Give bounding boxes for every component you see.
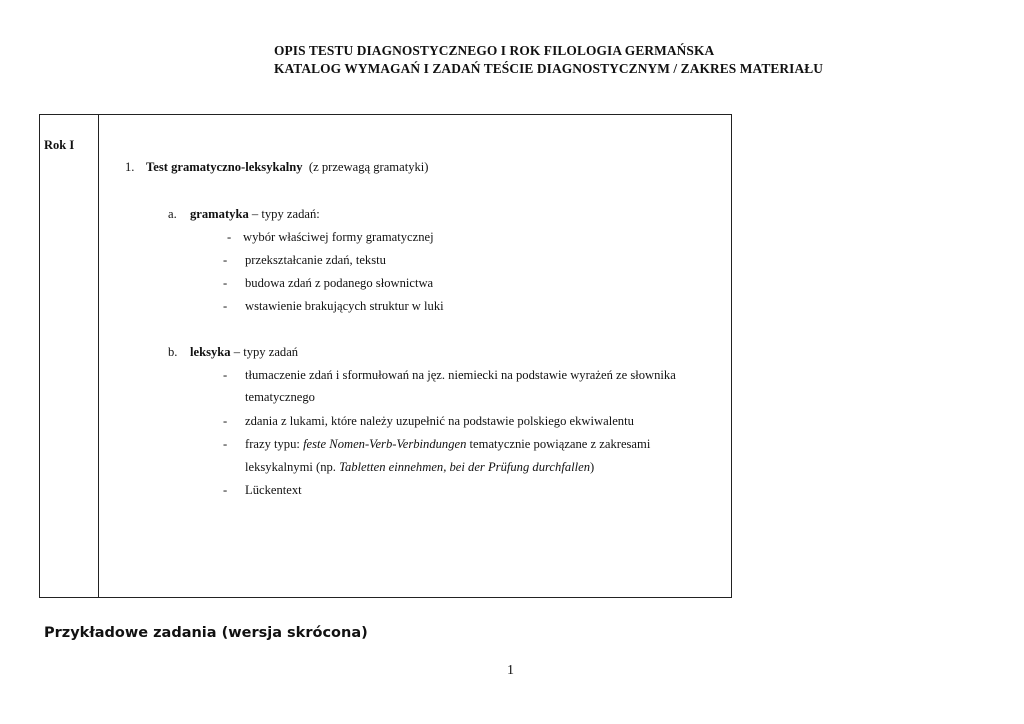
table-column-divider bbox=[98, 114, 99, 598]
section-b-suffix: – typy zadań bbox=[233, 345, 299, 359]
section-b-letter: b. bbox=[168, 345, 178, 359]
section-a-suffix: – typy zadań: bbox=[251, 207, 320, 221]
document-title-line-1: OPIS TESTU DIAGNOSTYCZNEGO I ROK FILOLOGIA GERMAŃSKA bbox=[274, 43, 715, 58]
section-heading: Przykładowe zadania (wersja skrócona) bbox=[44, 625, 368, 641]
item-text: ) bbox=[590, 460, 595, 474]
list-item: budowa zdań z podanego słownictwa bbox=[245, 276, 434, 290]
section-1-heading bbox=[146, 160, 428, 175]
list-item: zdania z lukami, które należy uzupełnić na podstawie polskiego ekwiwalentu bbox=[245, 414, 634, 428]
list-item: wstawienie brakujących struktur w luki bbox=[245, 299, 444, 313]
list-item-dash: - bbox=[227, 230, 232, 244]
section-1-note: (z przewagą gramatyki) bbox=[308, 160, 429, 174]
list-item-dash: - bbox=[223, 299, 228, 313]
list-item-dash: - bbox=[223, 437, 228, 451]
document-title-line-2: KATALOG WYMAGAŃ I ZADAŃ TEŚCIE DIAGNOSTYCZNYM / ZAKRES MATERIAŁU bbox=[274, 61, 824, 76]
list-item-dash: - bbox=[223, 276, 228, 290]
requirements-table bbox=[39, 114, 732, 598]
page-number: 1 bbox=[507, 663, 514, 678]
list-item-continuation bbox=[245, 460, 594, 475]
item-text: frazy typu: bbox=[245, 437, 304, 451]
list-item-dash: - bbox=[223, 483, 228, 497]
list-item: przekształcanie zdań, tekstu bbox=[245, 253, 386, 267]
section-a-title: gramatyka bbox=[190, 207, 249, 221]
section-1-title: Test gramatyczno-leksykalny bbox=[146, 160, 303, 174]
list-item bbox=[245, 437, 650, 452]
section-b-heading bbox=[190, 345, 298, 360]
list-item-continuation: tematycznego bbox=[245, 390, 315, 404]
list-item-dash: - bbox=[223, 414, 228, 428]
section-a-letter: a. bbox=[168, 207, 177, 221]
list-item-dash: - bbox=[223, 368, 228, 382]
section-a-heading bbox=[190, 207, 320, 222]
item-text: leksykalnymi (np. bbox=[245, 460, 340, 474]
item-text-italic: Tabletten einnehmen, bei der Prüfung durchfallen bbox=[339, 460, 590, 474]
row-label: Rok I bbox=[44, 138, 75, 152]
list-item: tłumaczenie zdań i sformułowań na jęz. niemiecki na podstawie wyrażeń ze słownika bbox=[245, 368, 676, 382]
list-item: wybór właściwej formy gramatycznej bbox=[243, 230, 434, 244]
section-1-number: 1. bbox=[125, 160, 135, 174]
list-item: Lückentext bbox=[245, 483, 302, 497]
item-text: tematycznie powiązane z zakresami bbox=[466, 437, 651, 451]
item-text-italic: feste Nomen-Verb-Verbindungen bbox=[303, 437, 467, 451]
list-item-dash: - bbox=[223, 253, 228, 267]
section-b-title: leksyka bbox=[190, 345, 231, 359]
